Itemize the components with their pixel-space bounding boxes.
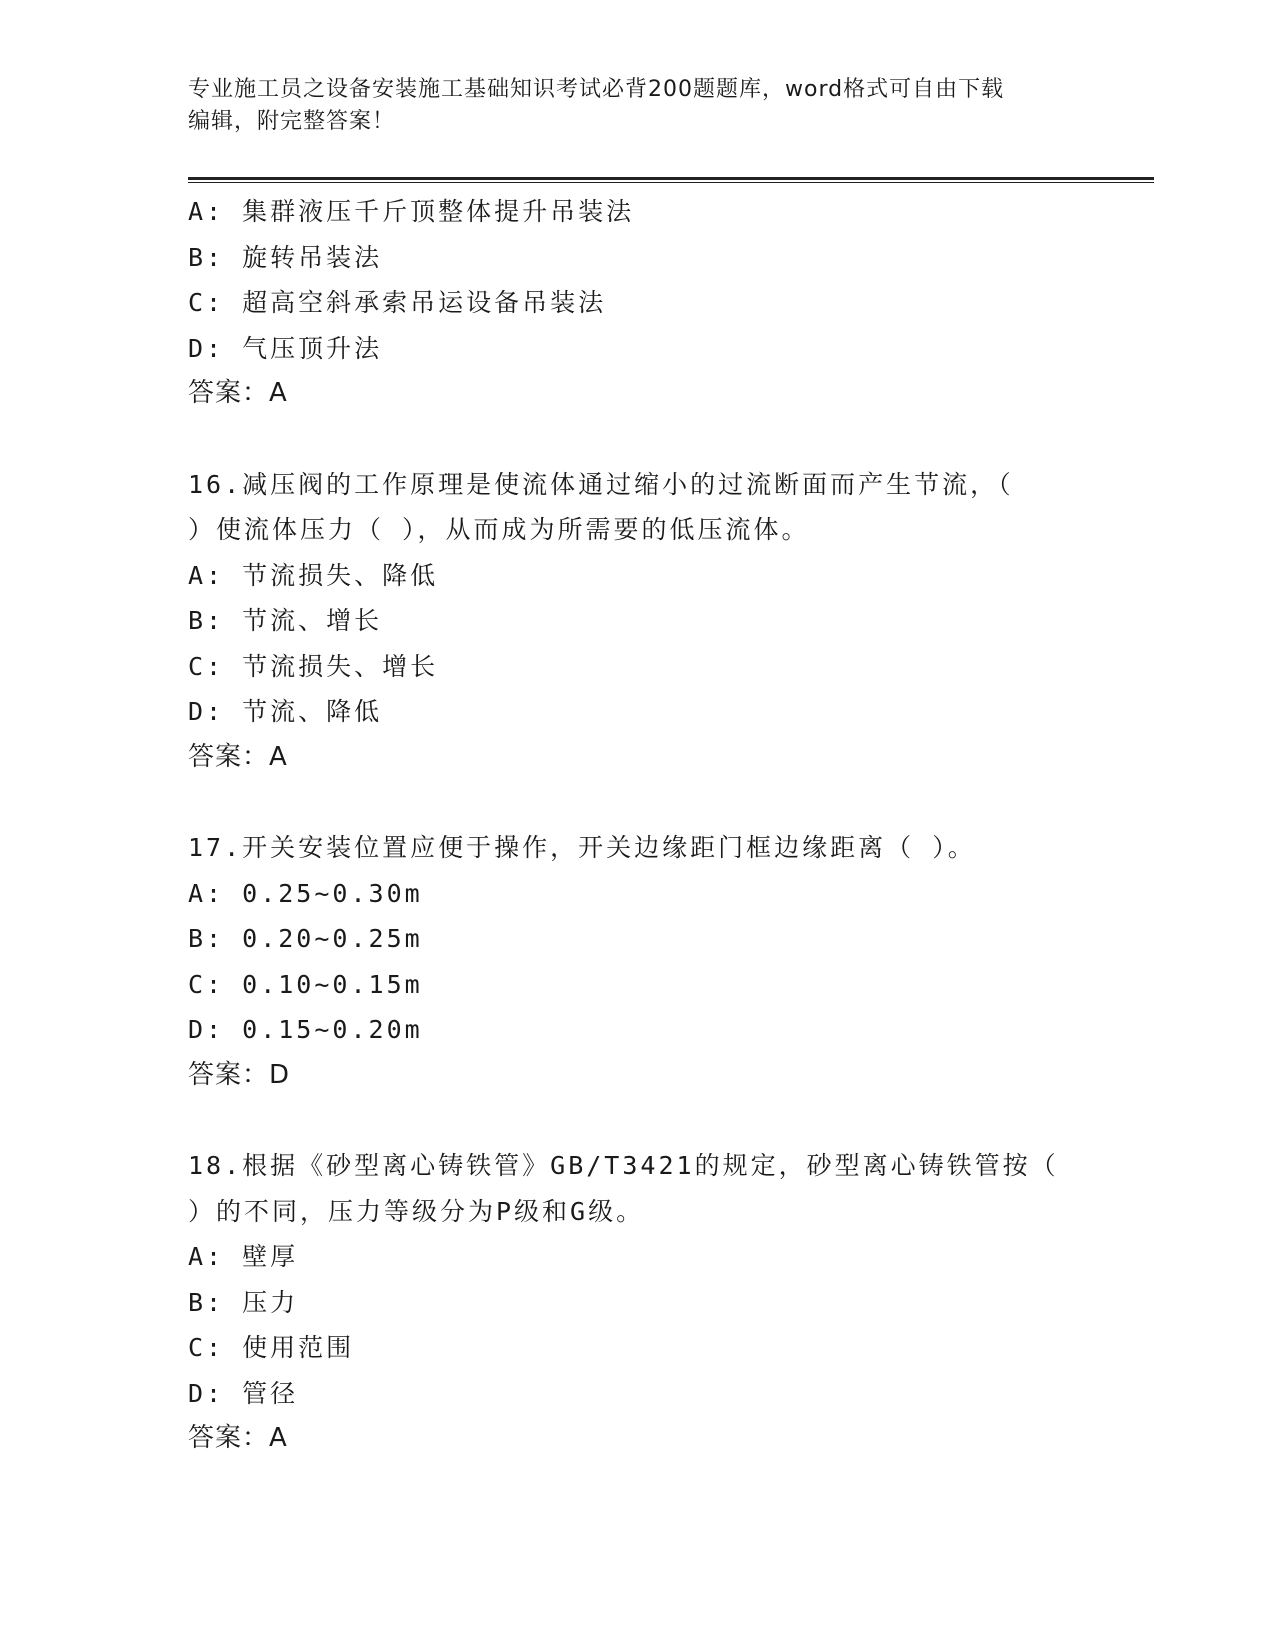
- question-16: [188, 462, 1128, 781]
- header-divider: [188, 177, 1154, 183]
- option-b: B: 压力: [188, 1287, 299, 1317]
- header-title-line-2: 编辑，附完整答案！: [188, 109, 396, 134]
- option-c: C: 节流损失、增长: [188, 651, 439, 681]
- option-a: A: 集群液压千斤顶整体提升吊装法: [188, 197, 635, 226]
- option-b: B: 节流、增长: [188, 606, 383, 635]
- option-a: A: 节流损失、降低: [188, 560, 439, 590]
- question-stem-line-2: ）使流体压力（ ），从而成为所需要的低压流体。: [188, 515, 810, 544]
- question-stem-line-1: 18.根据《砂型离心铸铁管》GB/T3421的规定，砂型离心铸铁管按（: [188, 1151, 1059, 1180]
- question-stem-line-1: 17.开关安装位置应便于操作，开关边缘距门框边缘距离（ ）。: [188, 833, 976, 862]
- spacer: [188, 1098, 1128, 1143]
- option-c: C: 0.10~0.15m: [188, 969, 423, 999]
- answer-label: 答案：D: [188, 1059, 291, 1090]
- question-stem-line-2: ）的不同，压力等级分为P级和G级。: [188, 1196, 645, 1226]
- option-d: D: 管径: [188, 1378, 299, 1408]
- option-c: C: 超高空斜承索吊运设备吊装法: [188, 288, 607, 317]
- spacer: [188, 780, 1128, 825]
- answer-label: 答案：A: [188, 378, 288, 408]
- option-c: C: 使用范围: [188, 1333, 355, 1362]
- option-d: D: 气压顶升法: [188, 333, 383, 363]
- header-title-line-1: 专业施工员之设备安装施工基础知识考试必背200题题库，word格式可自由下载: [188, 77, 1005, 102]
- question-17: [188, 825, 1128, 1098]
- question-list: [188, 189, 1128, 1462]
- question-15: [188, 189, 1128, 417]
- document-header: [188, 74, 1068, 138]
- option-a: A: 0.25~0.30m: [188, 878, 423, 908]
- option-d: D: 节流、降低: [188, 697, 383, 726]
- option-d: D: 0.15~0.20m: [188, 1015, 423, 1044]
- question-stem-line-1: 16.减压阀的工作原理是使流体通过缩小的过流断面而产生节流，（: [188, 469, 1014, 499]
- answer-label: 答案：A: [188, 1423, 288, 1453]
- option-b: B: 旋转吊装法: [188, 242, 383, 272]
- answer-label: 答案：A: [188, 741, 288, 772]
- option-b: B: 0.20~0.25m: [188, 924, 423, 953]
- question-18: [188, 1143, 1128, 1462]
- option-a: A: 壁厚: [188, 1242, 299, 1271]
- spacer: [188, 417, 1128, 462]
